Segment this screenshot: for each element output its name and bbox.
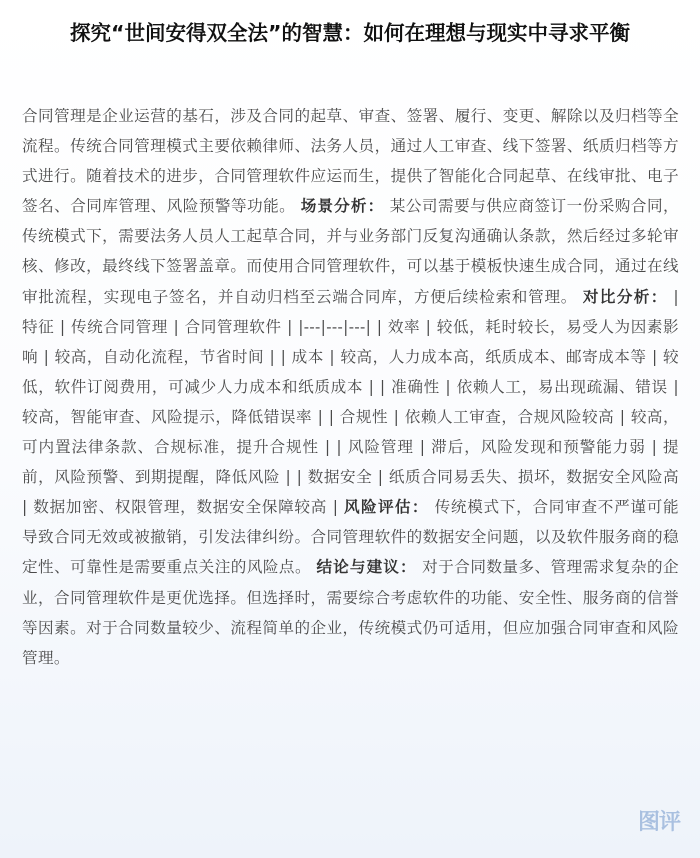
intro-text: 合同管理是企业运营的基石，涉及合同的起草、审查、签署、履行、变更、解除以及归档等全流程。传统合同管理模式主要依赖律师、法务人员，通过人工审查、线下签署、纸质归档等方式进行。随着技术的进步，合同管理软件应运而生，提供了智能化合同起草、在线审批、电子签名、合同库管理、风险预警等功能。 [22,107,679,216]
brand-logo-text: 图评 [637,810,680,835]
brand-logo [638,805,680,836]
scenario-label: 场景分析： [300,197,385,216]
risk-text: 传统模式下，合同审查不严谨可能导致合同无效或被撤销，引发法律纠纷。合同管理软件的数据安全问题，以及软件服务商的稳定性、可靠性是需要重点关注的风险点。 [22,498,679,577]
article-body [22,101,679,673]
comparison-label: 对比分析： [582,287,668,306]
risk-label: 风险评估： [344,498,429,517]
article-title: 探究“世间安得双全法”的智慧：如何在理想与现实中寻求平衡 [70,21,630,45]
comparison-text: | 特征 | 传统合同管理 | 合同管理软件 | |---|---|---| | 效率 | 较低，耗时较长，易受人为因素影响 | 较高，自动化流程，节省时间 | | 成本 | 较高，人力成本高，纸质成本、邮寄成本等 | 较低，软件订阅费用，可减少人力成本和纸质成本 | | 准确性 | 依赖人工，易出现疏漏、错误 | 较高，智能审查、风险提示，降低错误率 | | 合规性 | 依赖人工审查，合规风险较高 | 较高，可内置法律条款、合规标准，提升合规性 | | 风险管理 | 滞后，风险发现和预警能力弱 | 提前，风险预警、到期提醒，降低风险 | | 数据安全 | 纸质合同易丢失、损坏，数据安全风险高 | 数据加密、权限管理，数据安全保障较高 | [22,287,680,517]
conclusion-label: 结论与建议： [316,558,417,577]
conclusion-text: 对于合同数量多、管理需求复杂的企业，合同管理软件是更优选择。但选择时，需要综合考虑软件的功能、安全性、服务商的信誉等因素。对于合同数量较少、流程简单的企业，传统模式仍可适用，但应加强合同审查和风险管理。 [22,558,679,667]
scenario-text: 某公司需要与供应商签订一份采购合同，传统模式下，需要法务人员人工起草合同，并与业务部门反复沟通确认条款，然后经过多轮审核、修改，最终线下签署盖章。而使用合同管理软件，可以基于模板快速生成合同，通过在线审批流程，实现电子签名，并自动归档至云端合同库，方便后续检索和管理。 [22,197,679,306]
